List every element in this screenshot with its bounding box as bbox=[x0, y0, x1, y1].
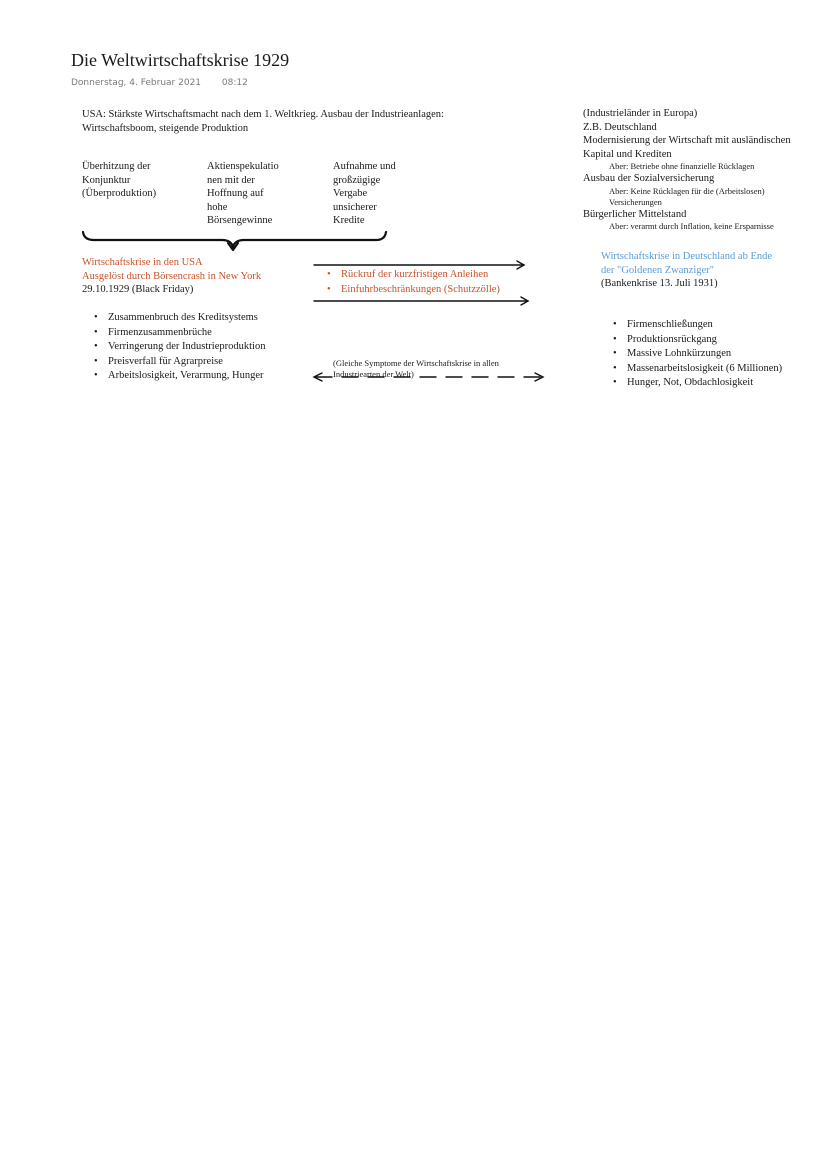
list-item: • Firmenschließungen bbox=[601, 318, 782, 333]
note-line: Industriearten der Welt) bbox=[333, 369, 414, 379]
germany-crisis-title: Wirtschaftskrise in Deutschland ab Ende bbox=[601, 251, 773, 262]
cause-line: Konjunktur bbox=[82, 174, 131, 186]
germany-line: Ausbau der Sozialversicherung bbox=[583, 173, 715, 184]
germany-subline: Versicherungen bbox=[609, 196, 662, 207]
page-date: Donnerstag, 4. Februar 2021 bbox=[71, 78, 202, 88]
cause-line: hohe bbox=[207, 201, 228, 213]
cause-line: Kredite bbox=[333, 215, 365, 226]
germany-subline: Aber: Betriebe ohne finanzielle Rücklagen bbox=[609, 161, 755, 171]
cause-line: Hoffnung auf bbox=[207, 188, 264, 199]
list-item: • Massenarbeitslosigkeit (6 Millionen) bbox=[601, 362, 782, 377]
cause-line: Überhitzung der bbox=[82, 161, 151, 172]
germany-subline: Aber: verarmt durch Inflation, keine Ersparnisse bbox=[609, 221, 774, 231]
germany-line: Bürgerlicher Mittelstand bbox=[583, 208, 687, 220]
usa-crisis-date: 29.10.1929 (Black Friday) bbox=[82, 284, 194, 295]
list-item: • Zusammenbruch des Kreditsystems bbox=[82, 311, 265, 326]
page-title: Die Weltwirtschaftskrise 1929 bbox=[71, 50, 290, 70]
germany-line: Z.B. Deutschland bbox=[583, 121, 657, 133]
list-item: • Produktionsrückgang bbox=[601, 333, 782, 348]
cause-line: großzügige bbox=[333, 174, 381, 186]
cause-line: unsicherer bbox=[333, 201, 377, 213]
germany-crisis-subtitle: der "Goldenen Zwanziger" bbox=[601, 264, 714, 276]
list-item: • Hunger, Not, Obdachlosigkeit bbox=[601, 376, 782, 391]
usa-crisis-title: Wirtschaftskrise in den USA bbox=[82, 257, 203, 268]
causes-brace bbox=[83, 232, 386, 247]
usa-crisis-cause: Ausgelöst durch Börsencrash in New York bbox=[82, 270, 262, 282]
list-item: • Arbeitslosigkeit, Verarmung, Hunger bbox=[82, 369, 265, 384]
cause-line: Börsengewinne bbox=[207, 215, 273, 226]
list-item: • Massive Lohnkürzungen bbox=[601, 347, 782, 362]
cause-line: Aktienspekulatio bbox=[207, 161, 279, 172]
germany-line: Kapital und Krediten bbox=[583, 148, 672, 160]
list-item: • Verringerung der Industrieproduktion bbox=[82, 340, 265, 355]
list-item: • Einfuhrbeschränkungen (Schutzzölle) bbox=[315, 283, 500, 298]
list-item: • Firmenzusammenbrüche bbox=[82, 326, 265, 341]
list-item: • Rückruf der kurzfristigen Anleihen bbox=[315, 268, 500, 283]
note-line: (Gleiche Symptome der Wirtschaftskrise in allen bbox=[333, 358, 499, 368]
germany-line: (Industrieländer in Europa) bbox=[583, 108, 698, 119]
cause-line: Aufnahme und bbox=[333, 161, 396, 172]
list-item: • Preisverfall für Agrarpreise bbox=[82, 355, 265, 370]
germany-subline: Aber: Keine Rücklagen für die (Arbeitslosen) bbox=[609, 185, 765, 196]
germany-line: Modernisierung der Wirtschaft mit ausländischen bbox=[583, 135, 791, 146]
page-time: 08:12 bbox=[221, 78, 248, 88]
usa-intro-line: USA: Stärkste Wirtschaftsmacht nach dem 1. Weltkrieg. Ausbau der Industrieanlagen: bbox=[82, 109, 444, 120]
cause-line: (Überproduktion) bbox=[82, 188, 157, 199]
germany-crisis-date: (Bankenkrise 13. Juli 1931) bbox=[601, 278, 718, 289]
usa-intro-line: Wirtschaftsboom, steigende Produktion bbox=[82, 122, 249, 134]
cause-line: nen mit der bbox=[207, 174, 255, 186]
cause-line: Vergabe bbox=[333, 188, 368, 199]
